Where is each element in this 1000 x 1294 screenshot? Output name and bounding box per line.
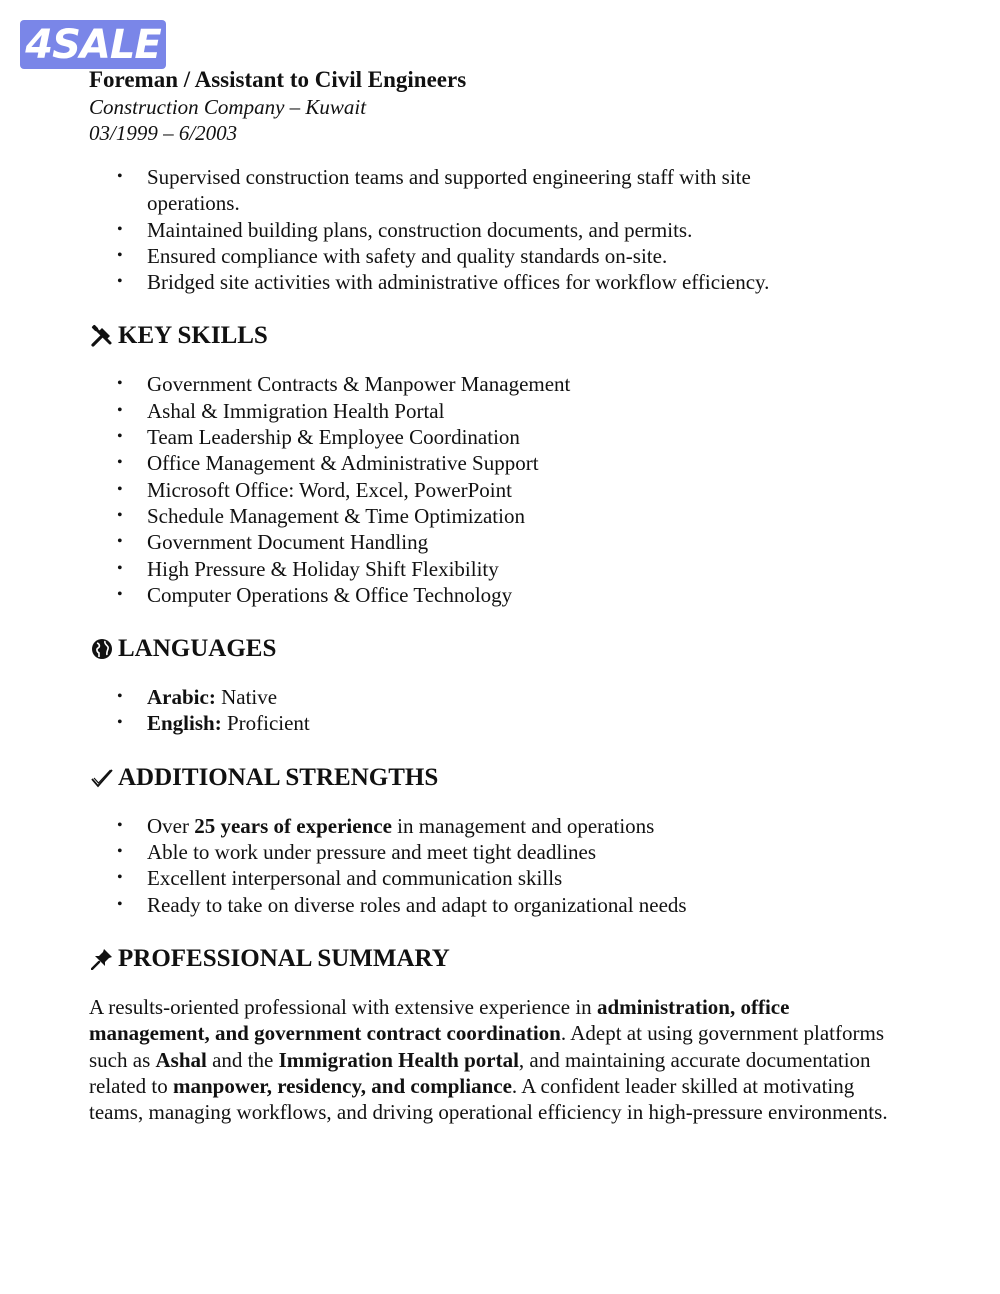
pushpin-icon (89, 946, 115, 972)
summary-highlight: manpower, residency, and compliance (172, 1073, 512, 1098)
section-heading (89, 944, 919, 974)
list-item: • Bridged site activities with administrative offices for workflow efficiency. (89, 269, 829, 295)
strength-suffix: in management and operations (391, 813, 655, 838)
list-item (89, 710, 919, 736)
summary-text: A results-oriented professional with extensive experience in (89, 994, 597, 1019)
language-level: Proficient (226, 711, 310, 736)
languages-heading: LANGUAGES (118, 635, 277, 663)
list-item: • Supervised construction teams and supported engineering staff with site operations. (89, 164, 829, 217)
strengths-list (89, 813, 919, 918)
tools-icon (89, 323, 115, 349)
job-duties-list (89, 164, 829, 295)
watermark-logo: 4SALE (20, 20, 166, 69)
list-item: • Ensured compliance with safety and quality standards on-site. (89, 243, 829, 269)
list-item: • Office Management & Administrative Support (89, 450, 919, 476)
job-dates: 03/1999 – 6/2003 (89, 121, 238, 145)
summary-highlight: administration, office management, and government contract coordination (89, 994, 790, 1046)
list-item: • Schedule Management & Time Optimization (89, 503, 919, 529)
summary-section (89, 944, 919, 1125)
summary-text: . A confident leader skilled at motivating teams, managing workflows, and driving operational efficiency in high-pressure environments. (89, 1073, 888, 1125)
key-skills-heading: KEY SKILLS (118, 322, 268, 350)
language-name: Arabic: (147, 685, 216, 710)
summary-highlight: Immigration Health portal (278, 1047, 519, 1072)
key-skills-section (89, 321, 919, 608)
summary-text: , and maintaining accurate documentation related to (89, 1047, 871, 1098)
strength-highlight: 25 years of experience (194, 813, 392, 838)
language-name: English: (147, 711, 222, 736)
list-item: • Excellent interpersonal and communication skills (89, 865, 919, 891)
resume-page (89, 66, 919, 1125)
list-item: • Team Leadership & Employee Coordination (89, 424, 919, 450)
globe-icon (89, 636, 115, 662)
strengths-heading: ADDITIONAL STRENGTHS (118, 763, 439, 791)
list-item: • Ashal & Immigration Health Portal (89, 398, 919, 424)
job-company: Construction Company – Kuwait (89, 95, 367, 119)
list-item: • Maintained building plans, construction documents, and permits. (89, 217, 829, 243)
language-level: Native (221, 685, 278, 710)
list-item: • Ready to take on diverse roles and adapt to organizational needs (89, 892, 919, 918)
list-item: • Microsoft Office: Word, Excel, PowerPoint (89, 477, 919, 503)
list-item: • Able to work under pressure and meet tight deadlines (89, 839, 919, 865)
languages-list (89, 684, 919, 737)
summary-paragraph (89, 994, 899, 1125)
strengths-section (89, 763, 919, 918)
experience-entry (89, 66, 919, 295)
list-item: • Government Contracts & Manpower Management (89, 371, 919, 397)
list-item: • Computer Operations & Office Technology (89, 582, 919, 608)
skills-list (89, 371, 919, 608)
summary-text: and the (206, 1047, 279, 1072)
list-item (89, 813, 919, 839)
list-item: • High Pressure & Holiday Shift Flexibility (89, 556, 919, 582)
job-title: Foreman / Assistant to Civil Engineers (89, 67, 467, 92)
section-heading (89, 321, 919, 351)
list-item (89, 684, 919, 710)
check-icon (89, 765, 115, 791)
list-item: • Government Document Handling (89, 529, 919, 555)
strength-prefix: Over (147, 813, 195, 838)
section-heading (89, 634, 919, 664)
section-heading (89, 763, 919, 793)
summary-text: . Adept at using government platforms such as (89, 1021, 884, 1072)
summary-heading: PROFESSIONAL SUMMARY (118, 944, 450, 972)
languages-section (89, 634, 919, 737)
summary-highlight: Ashal (155, 1047, 207, 1072)
